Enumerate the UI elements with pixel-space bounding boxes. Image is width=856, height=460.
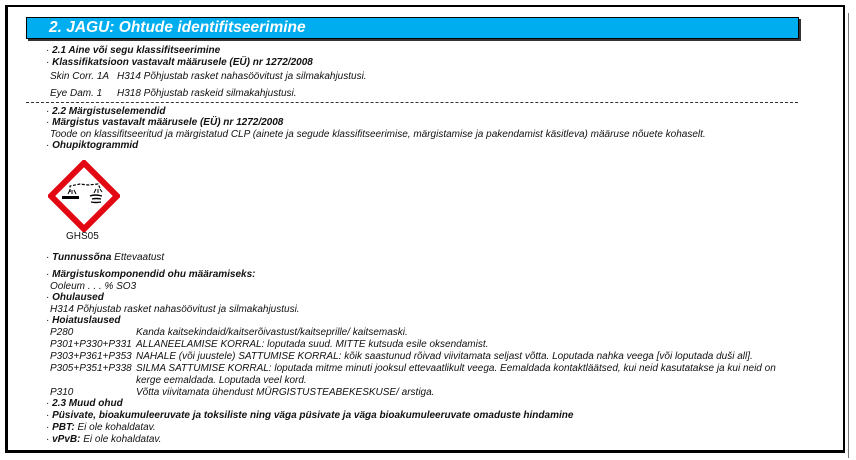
pbt-assessment-heading: · Püsivate, bioakumuleeruvate ja toksiliste ning väga püsivate ja väga bioakumuleeruvate omaduste hindamine (46, 410, 574, 421)
precaution-code: P303+P361+P353 (50, 351, 132, 362)
pbt-line: · PBT: Ei ole kohaldatav. (46, 422, 156, 433)
classification-statement: H318 Põhjustab raskeid silmakahjustusi. (117, 88, 297, 99)
components-text: Ooleum . . . % SO3 (50, 281, 137, 292)
signal-word: · Tunnussõna Ettevaatust (46, 252, 165, 263)
precaution-text: Kanda kaitsekindaid/kaitserõivastust/kaitseprille/ kaitsemaski. (136, 327, 408, 338)
labelling-heading: · Märgistus vastavalt määrusele (EÜ) nr 1272/2008 (46, 117, 284, 128)
precaution-text-continued: kerge eemaldada. Loputada veel kord. (136, 375, 307, 386)
s21-classification-heading: · Klassifikatsioon vastavalt määrusele (EÜ) nr 1272/2008 (46, 57, 313, 68)
s21-heading: · 2.1 Aine või segu klassifitseerimine (46, 45, 221, 56)
precaution-code: P310 (50, 387, 74, 398)
precaution-code: P280 (50, 327, 74, 338)
precaution-code: P301+P330+P331 (50, 339, 132, 350)
precaution-text: SILMA SATTUMISE KORRAL: loputada mitme minuti jooksul ettevaatlikult veega. Eemaldada kontaktläätsed, kui neid kasutatakse ja kui neid on (136, 363, 776, 374)
precaution-code: P305+P351+P338 (50, 363, 132, 374)
classification-row: Eye Dam. 1 (50, 88, 103, 99)
labelling-text: Toode on klassifitseeritud ja märgistatud CLP (ainete ja segude klassifitseerimise, märgistamise ja pakendamist käsitleva) määruse nõuete kohaselt. (50, 129, 706, 140)
s22-heading: · 2.2 Märgistuselemendid (46, 106, 166, 117)
precaution-text: ALLANEELAMISE KORRAL: loputada suud. MITTE kutsuda esile oksendamist. (136, 339, 489, 350)
s23-heading: · 2.3 Muud ohud (46, 398, 123, 409)
classification-statement: H314 Põhjustab rasket nahasöövitust ja silmakahjustusi. (117, 71, 367, 82)
pictogram-code: GHS05 (66, 231, 99, 242)
vpvb-line: · vPvB: Ei ole kohaldatav. (46, 434, 162, 445)
components-heading: · Märgistuskomponendid ohu määramiseks: (46, 269, 256, 280)
section-title: 2. JAGU: Ohtude identifitseerimine (49, 19, 306, 36)
pictograms-heading: · Ohupiktogrammid (46, 140, 139, 151)
section-divider (26, 102, 798, 103)
precaution-text: NAHALE (või juustele) SATTUMISE KORRAL: kõik saastunud rõivad viivitamata seljast võtta. Loputada nahka veega [või loputada duši all]. (136, 351, 753, 362)
precaution-heading: · Hoiatuslaused (46, 315, 121, 326)
precaution-text: Võtta viivitamata ühendust MÜRGISTUSTEABEKESKUSE/ arstiga. (136, 387, 435, 398)
section-title-bar (26, 17, 799, 39)
classification-row: Skin Corr. 1A (50, 71, 110, 82)
hazard-heading: · Ohulaused (46, 292, 104, 303)
corrosion-icon (48, 160, 120, 232)
hazard-text: H314 Põhjustab rasket nahasöövitust ja silmakahjustusi. (50, 304, 300, 315)
